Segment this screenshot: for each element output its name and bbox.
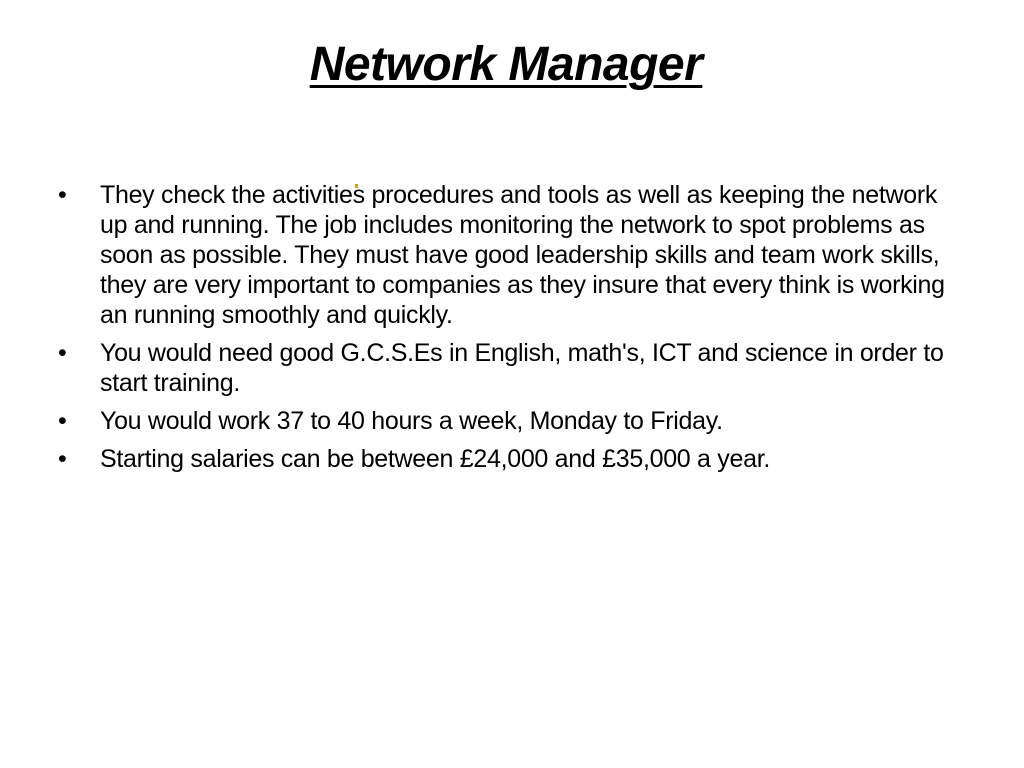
bullet-icon: • bbox=[58, 339, 67, 367]
bullet-icon: • bbox=[58, 181, 67, 209]
bullet-list bbox=[58, 180, 968, 482]
bullet-item bbox=[58, 338, 968, 398]
bullet-item bbox=[58, 444, 968, 474]
bullet-text: They check the activities procedures and tools as well as keeping the network up and running. The job includes monitoring the network to spot problems as soon as possible. They must have good leadership skills and team work skills, they are very important to companies as they insure that every think is working an running smoothly and quickly. bbox=[100, 181, 945, 329]
bullet-text: Starting salaries can be between £24,000 and £35,000 a year. bbox=[100, 445, 771, 473]
slide-title: Network Manager bbox=[309, 38, 703, 91]
bullet-item bbox=[58, 180, 968, 330]
bullet-icon: • bbox=[58, 445, 67, 473]
bullet-text: You would need good G.C.S.Es in English, math's, ICT and science in order to start training. bbox=[100, 339, 944, 397]
bullet-text: You would work 37 to 40 hours a week, Monday to Friday. bbox=[100, 407, 723, 435]
bullet-item bbox=[58, 406, 968, 436]
bullet-icon: • bbox=[58, 407, 67, 435]
